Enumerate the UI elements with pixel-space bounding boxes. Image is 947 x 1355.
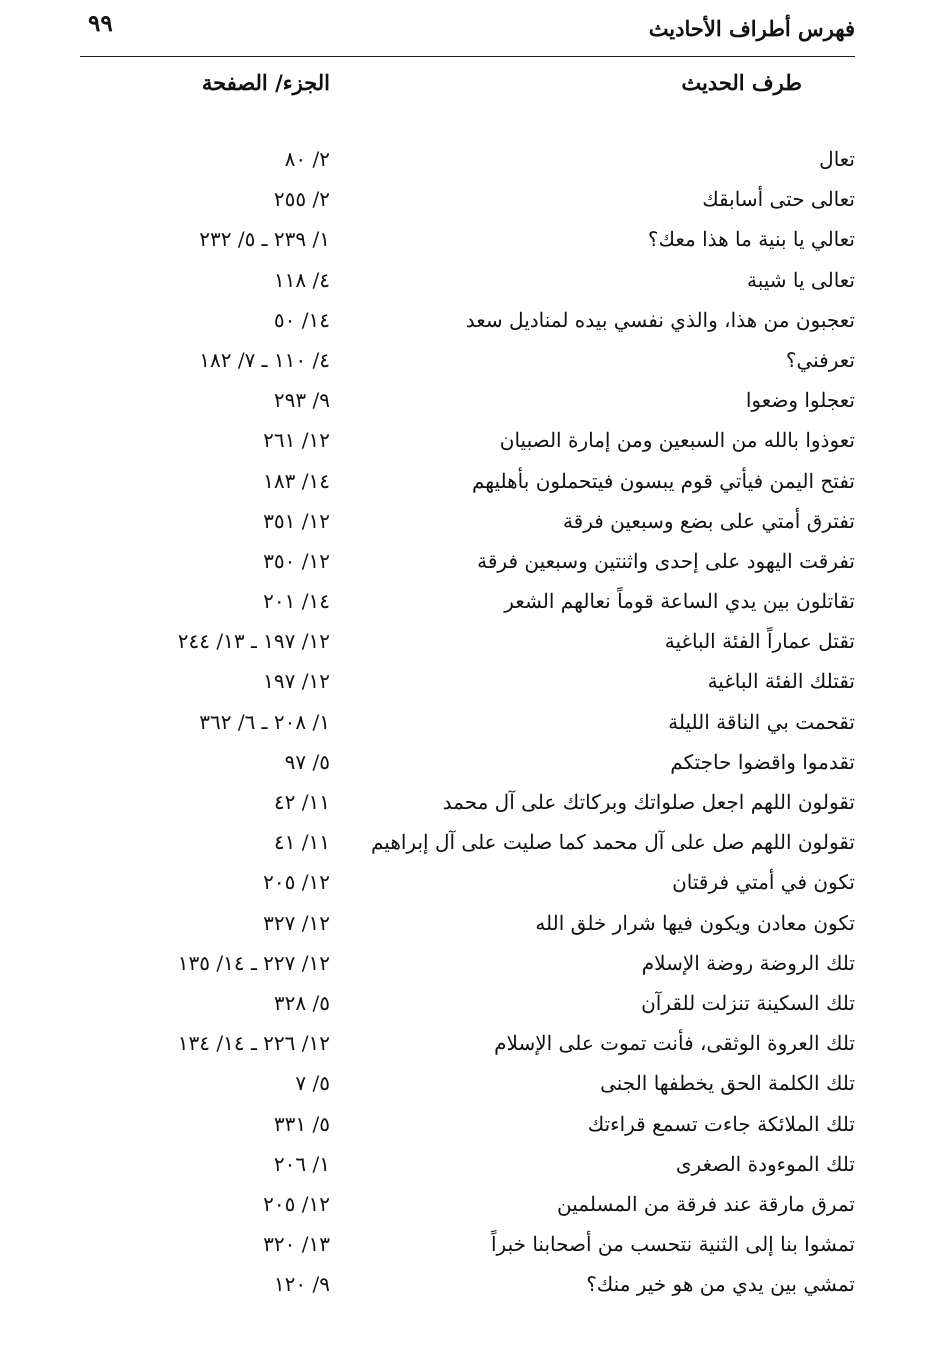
hadith-phrase: تمشوا بنا إلى الثنية نتحسب من أصحابنا خبراً <box>490 1232 855 1257</box>
index-entry <box>60 947 855 987</box>
hadith-phrase: تقتل عماراً الفئة الباغية <box>664 629 855 654</box>
hadith-index-list <box>60 143 855 1308</box>
hadith-phrase: تلك السكينة تنزلت للقرآن <box>641 990 855 1015</box>
index-entry <box>60 1067 855 1107</box>
volume-page-reference: ٥/ ٧ <box>295 1071 330 1096</box>
volume-page-reference: ١/ ٢٣٩ ـ ٥/ ٢٣٢ <box>199 227 330 252</box>
index-entry <box>60 143 855 183</box>
running-title: فهرس أطراف الأحاديث <box>648 16 855 41</box>
volume-page-reference: ٤/ ١١٨ <box>273 267 330 292</box>
volume-page-reference: ١١/ ٤٢ <box>273 790 330 814</box>
index-entry <box>60 264 855 304</box>
hadith-phrase: تعوذوا بالله من السبعين ومن إمارة الصبيان <box>499 428 855 453</box>
volume-page-reference: ١٢/ ١٩٧ <box>263 669 330 694</box>
hadith-phrase: تعال <box>819 147 855 171</box>
index-entry <box>60 424 855 464</box>
volume-page-reference: ١٢/ ٢٦١ <box>263 428 330 453</box>
volume-page-reference: ١٢/ ٣٢٧ <box>263 910 330 935</box>
index-entry <box>60 304 855 344</box>
header-rule <box>80 56 855 57</box>
index-entry <box>60 1268 855 1308</box>
index-entry <box>60 625 855 665</box>
volume-page-reference: ١٤/ ٢٠١ <box>263 589 330 614</box>
index-entry <box>60 866 855 906</box>
page-number: ٩٩ <box>88 10 113 37</box>
hadith-phrase: تكون في أمتي فرقتان <box>672 870 855 895</box>
hadith-phrase: تمرق مارقة عند فرقة من المسلمين <box>557 1191 855 1216</box>
index-entry <box>60 1188 855 1228</box>
hadith-phrase: تعالي يا بنية ما هذا معك؟ <box>647 227 855 252</box>
hadith-phrase: تفتح اليمن فيأتي قوم يبسون فيتحملون بأهليهم <box>471 468 855 493</box>
volume-page-reference: ١٢/ ٣٥٠ <box>263 548 330 573</box>
hadith-phrase: تعالى يا شيبة <box>747 267 855 292</box>
hadith-phrase: تكون معادن ويكون فيها شرار خلق الله <box>535 910 855 935</box>
index-entry <box>60 223 855 263</box>
hadith-phrase: تقولون اللهم صل على آل محمد كما صليت على آل إبراهيم <box>370 830 855 855</box>
hadith-phrase: تقاتلون بين يدي الساعة قوماً نعالهم الشعر <box>504 589 855 614</box>
index-entry <box>60 545 855 585</box>
index-entry <box>60 706 855 746</box>
index-entry <box>60 1027 855 1067</box>
hadith-phrase: تلك الموءودة الصغرى <box>675 1151 855 1176</box>
index-entry <box>60 1108 855 1148</box>
index-entry <box>60 384 855 424</box>
index-entry <box>60 1148 855 1188</box>
volume-page-reference: ١/ ٢٠٦ <box>273 1151 330 1176</box>
index-entry <box>60 1228 855 1268</box>
index-entry <box>60 183 855 223</box>
index-entry <box>60 665 855 705</box>
volume-page-reference: ٩/ ٢٩٣ <box>273 388 330 413</box>
volume-page-reference: ١٢/ ٢٢٦ ـ ١٤/ ١٣٤ <box>177 1031 330 1056</box>
volume-page-reference: ٥/ ٣٢٨ <box>273 990 330 1015</box>
volume-page-reference: ١/ ٢٠٨ ـ ٦/ ٣٦٢ <box>199 709 330 734</box>
volume-page-reference: ١٢/ ٣٥١ <box>263 508 330 533</box>
index-entry <box>60 907 855 947</box>
volume-page-reference: ٤/ ١١٠ ـ ٧/ ١٨٢ <box>199 347 330 372</box>
hadith-phrase: تمشي بين يدي من هو خير منك؟ <box>586 1272 855 1297</box>
volume-page-reference: ٥/ ٩٧ <box>284 749 330 774</box>
volume-page-reference: ١٢/ ٢٠٥ <box>263 1191 330 1216</box>
hadith-phrase: تلك العروة الوثقى، فأنت تموت على الإسلام <box>494 1031 855 1056</box>
hadith-phrase: تفرقت اليهود على إحدى واثنتين وسبعين فرقة <box>477 548 855 573</box>
column-header-hadith: طرف الحديث <box>681 70 802 95</box>
index-entry <box>60 786 855 826</box>
volume-page-reference: ١٤/ ١٨٣ <box>263 468 330 493</box>
index-entry <box>60 987 855 1027</box>
hadith-phrase: تقدموا واقضوا حاجتكم <box>670 749 855 774</box>
volume-page-reference: ١٢/ ١٩٧ ـ ١٣/ ٢٤٤ <box>177 629 330 654</box>
volume-page-reference: ١٣/ ٣٢٠ <box>263 1232 330 1257</box>
volume-page-reference: ٢/ ٢٥٥ <box>273 187 330 212</box>
hadith-phrase: تقولون اللهم اجعل صلواتك وبركاتك على آل محمد <box>442 790 855 814</box>
hadith-phrase: تلك الروضة روضة الإسلام <box>641 950 855 975</box>
volume-page-reference: ١٢/ ٢٢٧ ـ ١٤/ ١٣٥ <box>177 950 330 975</box>
hadith-phrase: تعجبون من هذا، والذي نفسي بيده لمناديل سعد <box>465 307 855 332</box>
index-entry <box>60 465 855 505</box>
hadith-phrase: تعرفني؟ <box>785 347 855 372</box>
hadith-phrase: تعجلوا وضعوا <box>745 388 855 413</box>
volume-page-reference: ١٤/ ٥٠ <box>273 307 330 332</box>
column-header-reference: الجزء/ الصفحة <box>201 70 330 95</box>
volume-page-reference: ٥/ ٣٣١ <box>273 1111 330 1136</box>
index-entry <box>60 585 855 625</box>
volume-page-reference: ١١/ ٤١ <box>273 830 330 855</box>
index-entry <box>60 746 855 786</box>
volume-page-reference: ٩/ ١٢٠ <box>273 1272 330 1297</box>
index-entry <box>60 505 855 545</box>
hadith-phrase: تلك الملائكة جاءت تسمع قراءتك <box>587 1111 855 1136</box>
volume-page-reference: ٢/ ٨٠ <box>284 147 330 171</box>
index-entry <box>60 344 855 384</box>
hadith-phrase: تفترق أمتي على بضع وسبعين فرقة <box>562 508 855 533</box>
volume-page-reference: ١٢/ ٢٠٥ <box>263 870 330 895</box>
hadith-phrase: تقحمت بي الناقة الليلة <box>668 709 855 734</box>
hadith-phrase: تعالى حتى أسابقك <box>702 187 855 212</box>
hadith-phrase: تلك الكلمة الحق يخطفها الجنى <box>600 1071 855 1096</box>
hadith-phrase: تقتلك الفئة الباغية <box>707 669 855 694</box>
index-entry <box>60 826 855 866</box>
